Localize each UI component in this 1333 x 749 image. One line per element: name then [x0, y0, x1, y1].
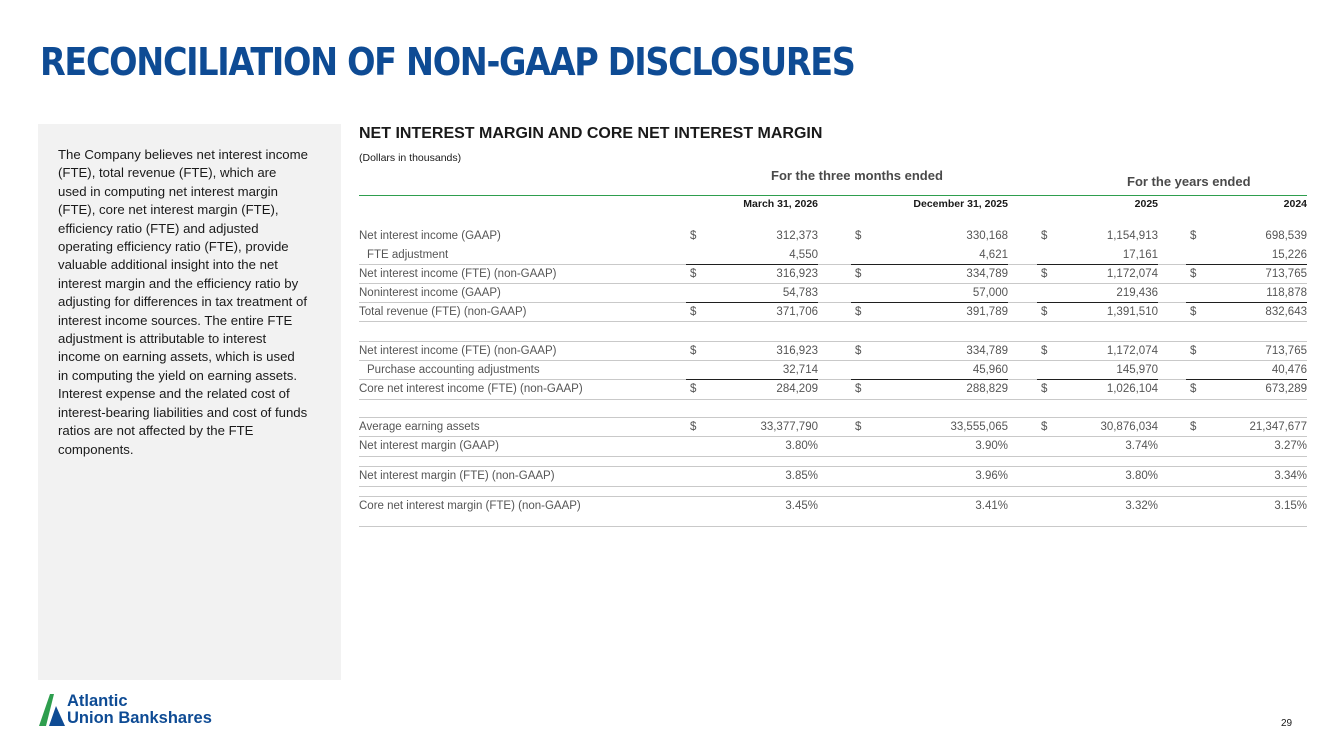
- cell-value: 698,539: [1265, 230, 1307, 242]
- page-title: RECONCILIATION OF NON-GAAP DISCLOSURES: [40, 40, 855, 84]
- row-label: Purchase accounting adjustments: [367, 364, 540, 376]
- subtotal-rule: [851, 264, 1008, 265]
- row-separator: [359, 456, 1307, 457]
- table-cell: [1041, 284, 1158, 303]
- currency-symbol: $: [1041, 421, 1048, 433]
- table-row: [359, 284, 1307, 303]
- row-separator: [359, 302, 1307, 303]
- table-cell: [855, 303, 1008, 322]
- row-separator: [359, 417, 1307, 418]
- table-cell: [690, 418, 818, 437]
- cell-value: 54,783: [782, 287, 818, 299]
- currency-symbol: $: [855, 421, 862, 433]
- currency-symbol: $: [1190, 230, 1197, 242]
- table-cell: [855, 361, 1008, 380]
- table-cell: [1041, 437, 1158, 456]
- header-rule: [359, 195, 1307, 196]
- table-row: [359, 467, 1307, 486]
- subtotal-rule: [686, 302, 818, 303]
- currency-symbol: $: [1041, 268, 1048, 280]
- table-cell: [1190, 284, 1307, 303]
- table-cell: [1190, 227, 1307, 246]
- table-cell: [855, 284, 1008, 303]
- table-cell: [1041, 246, 1158, 265]
- cell-value: 57,000: [972, 287, 1008, 299]
- cell-value: 334,789: [966, 345, 1008, 357]
- currency-symbol: $: [855, 230, 862, 242]
- subtotal-rule: [1186, 264, 1307, 265]
- subtotal-rule: [851, 302, 1008, 303]
- table-cell: [1190, 342, 1307, 361]
- logo-text-line1: Atlantic: [67, 692, 128, 710]
- row-separator: [359, 283, 1307, 284]
- table-cell: [1190, 418, 1307, 437]
- column-header-year-2024: 2024: [1283, 198, 1307, 210]
- cell-value: 1,391,510: [1106, 306, 1158, 318]
- cell-value: 40,476: [1271, 364, 1307, 376]
- currency-symbol: $: [855, 268, 862, 280]
- subtotal-rule: [686, 264, 818, 265]
- table-cell: [1041, 265, 1158, 284]
- table-cell: [855, 380, 1008, 399]
- cell-value: 3.15%: [1274, 500, 1307, 512]
- column-header-march-2026: March 31, 2026: [743, 198, 818, 210]
- table-cell: [690, 246, 818, 265]
- cell-value: 371,706: [776, 306, 818, 318]
- currency-symbol: $: [1041, 306, 1048, 318]
- table-cell: [855, 467, 1008, 486]
- cell-value: 30,876,034: [1100, 421, 1158, 433]
- table-bottom-rule: [359, 526, 1307, 527]
- currency-symbol: $: [690, 306, 697, 318]
- row-label: Core net interest income (FTE) (non-GAAP): [359, 383, 583, 395]
- row-label: Average earning assets: [359, 421, 480, 433]
- cell-value: 219,436: [1116, 287, 1158, 299]
- table-row: [359, 418, 1307, 437]
- cell-value: 15,226: [1271, 249, 1307, 261]
- table-row: [359, 303, 1307, 322]
- subtotal-rule: [1186, 302, 1307, 303]
- cell-value: 316,923: [776, 268, 818, 280]
- currency-symbol: $: [690, 383, 697, 395]
- currency-symbol: $: [1190, 268, 1197, 280]
- period-header-year: For the years ended: [1127, 174, 1251, 189]
- currency-symbol: $: [690, 345, 697, 357]
- table-cell: [855, 497, 1008, 516]
- cell-value: 4,621: [979, 249, 1008, 261]
- currency-symbol: $: [855, 345, 862, 357]
- table-cell: [855, 437, 1008, 456]
- row-label: Net interest income (GAAP): [359, 230, 501, 242]
- table-cell: [1190, 437, 1307, 456]
- cell-value: 1,172,074: [1106, 345, 1158, 357]
- row-label: Net interest margin (GAAP): [359, 440, 499, 452]
- table-cell: [1190, 497, 1307, 516]
- table-row: [359, 342, 1307, 361]
- column-header-december-2025: December 31, 2025: [913, 198, 1008, 210]
- cell-value: 3.32%: [1125, 500, 1158, 512]
- row-label: Total revenue (FTE) (non-GAAP): [359, 306, 527, 318]
- subtotal-rule: [686, 379, 818, 380]
- table-cell: [690, 437, 818, 456]
- table-cell: [1041, 497, 1158, 516]
- row-separator: [359, 341, 1307, 342]
- cell-value: 3.80%: [785, 440, 818, 452]
- table-cell: [1041, 227, 1158, 246]
- table-cell: [690, 227, 818, 246]
- cell-value: 3.74%: [1125, 440, 1158, 452]
- cell-value: 288,829: [966, 383, 1008, 395]
- cell-value: 3.45%: [785, 500, 818, 512]
- table-row: [359, 437, 1307, 456]
- cell-value: 330,168: [966, 230, 1008, 242]
- table-cell: [690, 284, 818, 303]
- currency-symbol: $: [1190, 306, 1197, 318]
- cell-value: 1,154,913: [1106, 230, 1158, 242]
- table-cell: [690, 303, 818, 322]
- table-cell: [690, 265, 818, 284]
- page-number: 29: [1281, 718, 1293, 729]
- table-cell: [1041, 342, 1158, 361]
- currency-symbol: $: [1190, 383, 1197, 395]
- units-note: (Dollars in thousands): [359, 152, 462, 164]
- cell-value: 284,209: [776, 383, 818, 395]
- table-cell: [855, 227, 1008, 246]
- cell-value: 33,377,790: [760, 421, 818, 433]
- row-label: Net interest income (FTE) (non-GAAP): [359, 268, 557, 280]
- row-separator: [359, 264, 1307, 265]
- subtotal-rule: [1037, 264, 1158, 265]
- cell-value: 832,643: [1265, 306, 1307, 318]
- row-separator: [359, 379, 1307, 380]
- cell-value: 33,555,065: [950, 421, 1008, 433]
- table-row: [359, 361, 1307, 380]
- period-header-quarter: For the three months ended: [771, 168, 943, 183]
- row-label: FTE adjustment: [367, 249, 449, 261]
- row-separator: [359, 399, 1307, 400]
- cell-value: 3.90%: [975, 440, 1008, 452]
- table-cell: [690, 361, 818, 380]
- row-separator: [359, 466, 1307, 467]
- cell-value: 1,026,104: [1106, 383, 1158, 395]
- table-cell: [855, 418, 1008, 437]
- currency-symbol: $: [690, 421, 697, 433]
- table-cell: [1190, 380, 1307, 399]
- table-cell: [690, 467, 818, 486]
- subtotal-rule: [1037, 302, 1158, 303]
- table-cell: [1190, 467, 1307, 486]
- table-row: [359, 497, 1307, 516]
- row-separator: [359, 486, 1307, 487]
- row-separator: [359, 360, 1307, 361]
- table-cell: [1041, 467, 1158, 486]
- cell-value: 21,347,677: [1249, 421, 1307, 433]
- table-row: [359, 246, 1307, 265]
- subtotal-rule: [851, 379, 1008, 380]
- currency-symbol: $: [1190, 345, 1197, 357]
- cell-value: 391,789: [966, 306, 1008, 318]
- cell-value: 334,789: [966, 268, 1008, 280]
- row-separator: [359, 496, 1307, 497]
- currency-symbol: $: [855, 306, 862, 318]
- table-cell: [1190, 303, 1307, 322]
- row-label: Net interest income (FTE) (non-GAAP): [359, 345, 557, 357]
- table-cell: [1041, 380, 1158, 399]
- table-cell: [690, 380, 818, 399]
- cell-value: 1,172,074: [1106, 268, 1158, 280]
- cell-value: 145,970: [1116, 364, 1158, 376]
- column-header-year-2025: 2025: [1134, 198, 1158, 210]
- currency-symbol: $: [855, 383, 862, 395]
- cell-value: 673,289: [1265, 383, 1307, 395]
- currency-symbol: $: [1041, 345, 1048, 357]
- cell-value: 118,878: [1266, 287, 1307, 299]
- row-label: Core net interest margin (FTE) (non-GAAP): [359, 500, 581, 512]
- table-cell: [1041, 418, 1158, 437]
- cell-value: 3.41%: [975, 500, 1008, 512]
- table-cell: [855, 246, 1008, 265]
- cell-value: 312,373: [776, 230, 818, 242]
- table-cell: [855, 342, 1008, 361]
- table-cell: [1041, 303, 1158, 322]
- table-row: [359, 380, 1307, 399]
- company-logo: [39, 692, 269, 728]
- cell-value: 713,765: [1265, 345, 1307, 357]
- cell-value: 17,161: [1122, 249, 1158, 261]
- table-cell: [1190, 246, 1307, 265]
- table-cell: [1041, 361, 1158, 380]
- table-cell: [855, 265, 1008, 284]
- currency-symbol: $: [690, 230, 697, 242]
- sidebar-text: The Company believes net interest income (FTE), total revenue (FTE), which are used in computing net interest margin (FTE), core net interest margin (FTE), efficiency ratio (FTE) and adjusted operating efficiency ratio (FTE), provide valuable additional insight into the net interest margin and the efficiency ratio by adjusting for differences in tax treatment of interest income sources. The entire FTE adjustment is attributable to interest income on earning assets, which is used in computing the yield on earning assets. Interest expense and the related cost of interest-bearing liabilities and cost of funds ratios are not affected by the FTE components.: [58, 147, 308, 457]
- logo-text-line2: Union Bankshares: [67, 709, 212, 727]
- table-cell: [690, 497, 818, 516]
- table-row: [359, 265, 1307, 284]
- cell-value: 316,923: [776, 345, 818, 357]
- cell-value: 4,550: [789, 249, 818, 261]
- table-cell: [1190, 361, 1307, 380]
- cell-value: 45,960: [972, 364, 1008, 376]
- subtotal-rule: [1186, 379, 1307, 380]
- subtotal-rule: [1037, 379, 1158, 380]
- row-label: Noninterest income (GAAP): [359, 287, 501, 299]
- cell-value: 3.27%: [1274, 440, 1307, 452]
- cell-value: 32,714: [782, 364, 818, 376]
- table-row: [359, 227, 1307, 246]
- row-label: Net interest margin (FTE) (non-GAAP): [359, 470, 555, 482]
- logo-mark-icon: [39, 692, 65, 726]
- cell-value: 3.96%: [975, 470, 1008, 482]
- cell-value: 713,765: [1265, 268, 1307, 280]
- row-separator: [359, 321, 1307, 322]
- table-title: NET INTEREST MARGIN AND CORE NET INTEREST MARGIN: [359, 125, 823, 142]
- cell-value: 3.85%: [785, 470, 818, 482]
- sidebar-panel: [38, 124, 341, 680]
- currency-symbol: $: [1041, 230, 1048, 242]
- currency-symbol: $: [690, 268, 697, 280]
- table-cell: [690, 342, 818, 361]
- table-cell: [1190, 265, 1307, 284]
- currency-symbol: $: [1190, 421, 1197, 433]
- row-separator: [359, 436, 1307, 437]
- cell-value: 3.80%: [1125, 470, 1158, 482]
- currency-symbol: $: [1041, 383, 1048, 395]
- cell-value: 3.34%: [1274, 470, 1307, 482]
